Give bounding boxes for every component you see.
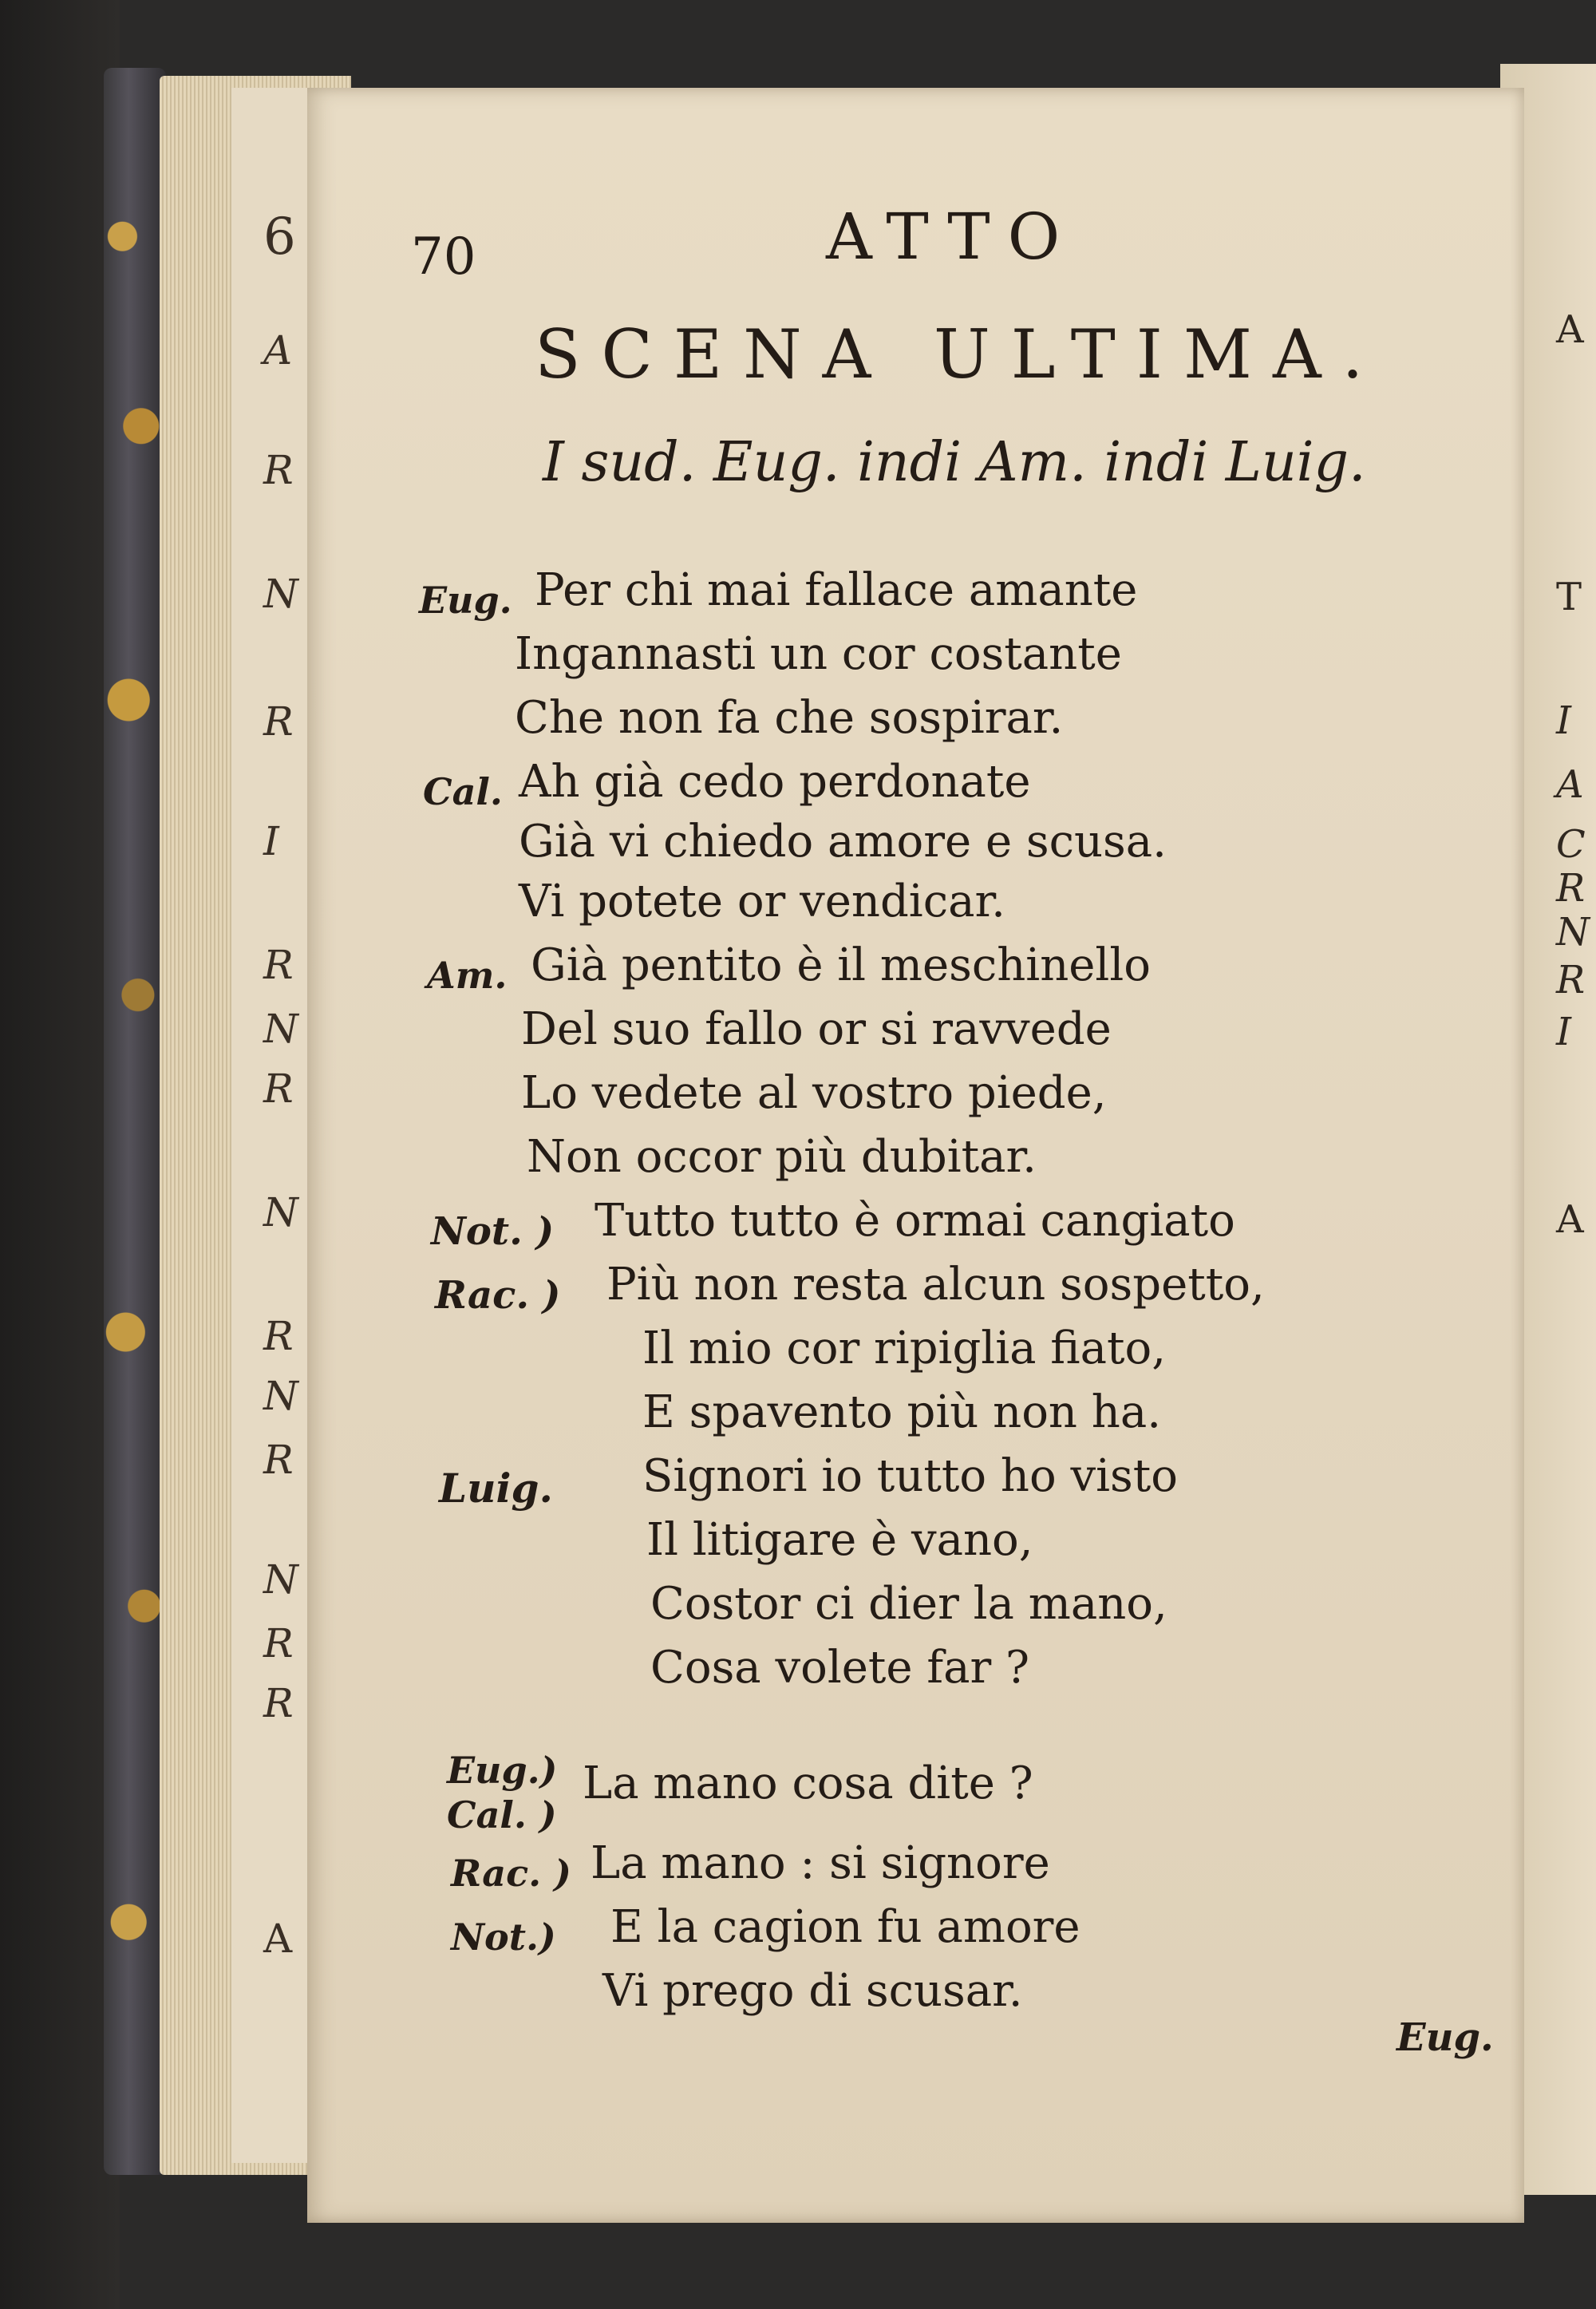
verse-line: Ah già cedo perdonate xyxy=(519,756,1031,808)
verse-line: E la cagion fu amore xyxy=(610,1901,1080,1953)
page-number: 70 xyxy=(411,227,476,287)
stage-direction: I sud. Eug. indi Am. indi Luig. xyxy=(543,431,1366,494)
verse-line: Già pentito è il meschinello xyxy=(531,939,1151,991)
verse-line: Signori io tutto ho visto xyxy=(642,1450,1178,1502)
left-mark: 6 xyxy=(263,208,296,267)
right-mark: N xyxy=(1556,910,1590,955)
verse-line: La mano : si signore xyxy=(591,1837,1050,1889)
verse-line: Cosa volete far ? xyxy=(650,1642,1030,1694)
right-mark: I xyxy=(1556,1010,1571,1054)
running-header: ATTO xyxy=(826,200,1078,274)
scene-title: SCENA ULTIMA. xyxy=(535,315,1385,393)
speaker-label: Eug. xyxy=(419,579,512,622)
book-spine xyxy=(104,68,166,2175)
right-mark: I xyxy=(1556,698,1571,743)
verse-line: Vi potete or vendicar. xyxy=(519,876,1005,927)
verse-line: Ingannasti un cor costante xyxy=(515,628,1122,680)
left-mark: R xyxy=(263,447,294,493)
speaker-label: Eug.) Cal. ) xyxy=(447,1749,558,1837)
book-page xyxy=(307,88,1524,2223)
speaker-label: Rac. ) xyxy=(435,1273,561,1318)
left-mark: A xyxy=(263,327,293,374)
left-mark: N xyxy=(263,571,298,617)
left-mark: R xyxy=(263,942,294,988)
verse-line: Il litigare è vano, xyxy=(646,1514,1033,1566)
verse-line: Vi prego di scusar. xyxy=(602,1965,1023,2017)
right-mark: A xyxy=(1556,762,1584,807)
left-mark: R xyxy=(263,1680,294,1726)
verse-line: Non occor più dubitar. xyxy=(527,1131,1037,1183)
speaker-label: Am. xyxy=(427,954,508,997)
verse-line: Lo vedete al vostro piede, xyxy=(521,1067,1107,1119)
speaker-label: Rac. ) xyxy=(451,1852,571,1895)
speaker-label: Not.) xyxy=(451,1916,556,1959)
verse-line: E spavento più non ha. xyxy=(642,1386,1162,1438)
speaker-label: Not. ) xyxy=(431,1209,555,1254)
right-mark: R xyxy=(1556,958,1586,1002)
verse-line: Che non fa che sospirar. xyxy=(515,692,1064,744)
left-mark: R xyxy=(263,1066,294,1112)
verse-line: Più non resta alcun sospetto, xyxy=(606,1259,1265,1311)
left-mark: A xyxy=(263,1916,293,1962)
left-mark: N xyxy=(263,1189,298,1236)
left-mark: I xyxy=(263,818,279,864)
left-mark: R xyxy=(263,1620,294,1667)
right-mark: C xyxy=(1556,822,1586,867)
verse-line: Del suo fallo or si ravvede xyxy=(521,1003,1112,1055)
verse-line: Già vi chiedo amore e scusa. xyxy=(519,816,1167,868)
right-mark: A xyxy=(1556,1197,1584,1242)
verse-line: Il mio cor ripiglia fiato, xyxy=(642,1323,1167,1374)
verse-line: Per chi mai fallace amante xyxy=(535,564,1138,616)
background-left xyxy=(0,0,120,2309)
verse-line: Tutto tutto è ormai cangiato xyxy=(595,1195,1235,1247)
left-mark: N xyxy=(263,1373,298,1419)
right-mark: T xyxy=(1556,575,1582,619)
left-mark: R xyxy=(263,698,294,745)
verse-line: La mano cosa dite ? xyxy=(583,1757,1033,1809)
left-mark: N xyxy=(263,1006,298,1052)
right-mark: A xyxy=(1556,307,1584,352)
right-mark: R xyxy=(1556,866,1586,911)
speaker-label: Cal. xyxy=(423,770,503,813)
catchword: Eug. xyxy=(1396,2015,1494,2060)
left-mark: N xyxy=(263,1556,298,1603)
speaker-label: Luig. xyxy=(439,1465,553,1512)
left-mark: R xyxy=(263,1437,294,1483)
left-mark: R xyxy=(263,1313,294,1359)
right-margin-marks xyxy=(1556,0,1596,2309)
verse-line: Costor ci dier la mano, xyxy=(650,1578,1167,1630)
